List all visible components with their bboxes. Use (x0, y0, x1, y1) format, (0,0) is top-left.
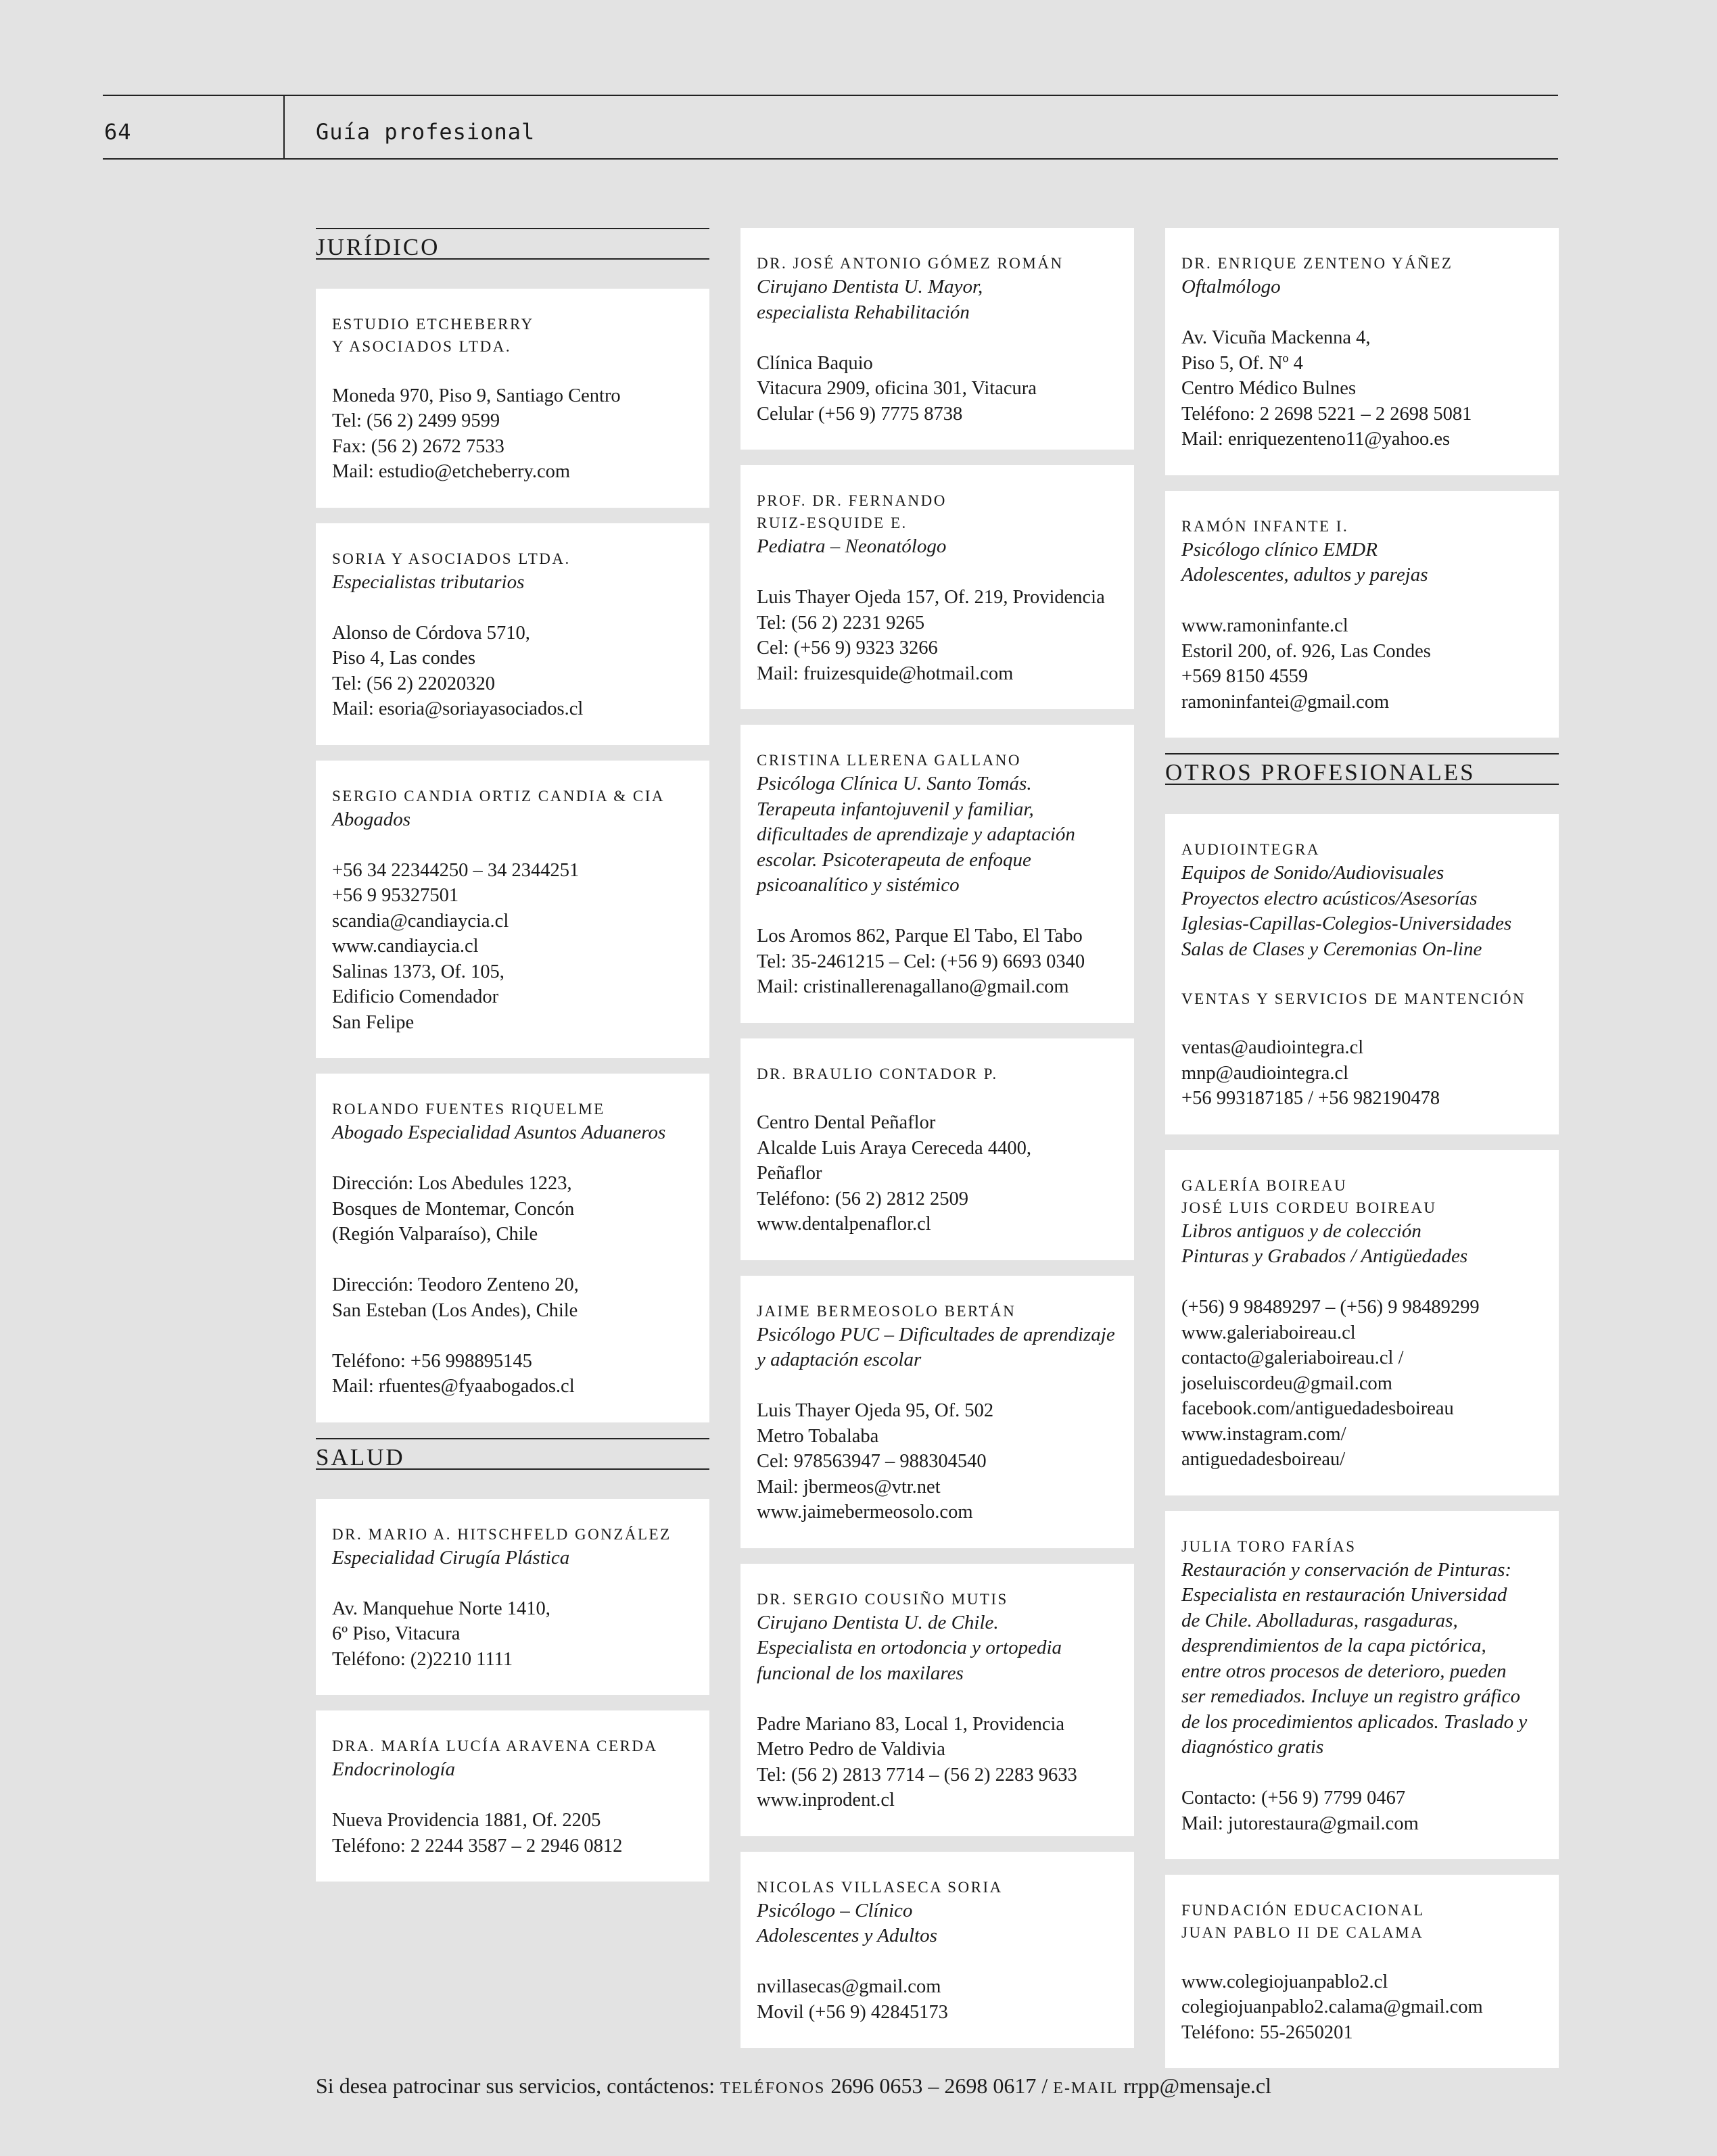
listing-specialty: Pediatra – Neonatólogo (757, 535, 947, 557)
listing-specialty: funcional de los maxilares (757, 1662, 964, 1684)
section-heading: OTROS PROFESIONALES (1165, 753, 1559, 785)
listing-name: NICOLAS VILLASECA SORIA (757, 1878, 1003, 1896)
footer-email: rrpp@mensaje.cl (1123, 2074, 1271, 2098)
listing-detail: +56 34 22344250 – 34 2344251 (332, 859, 580, 881)
listing-detail: www.colegiojuanpablo2.cl (1181, 1971, 1388, 1992)
listing-card (740, 1852, 1134, 2049)
spacer (1181, 1010, 1543, 1036)
running-head (103, 95, 1558, 160)
listing-card (316, 761, 709, 1059)
listing-detail: 6º Piso, Vitacura (332, 1623, 461, 1644)
listing-specialty: Especialista en ortodoncia y ortopedia (757, 1637, 1062, 1658)
listing-detail: +56 993187185 / +56 982190478 (1181, 1088, 1440, 1109)
listing-name: ESTUDIO ETCHEBERRY (332, 316, 534, 333)
spacer (1181, 300, 1543, 326)
column-2 (740, 228, 1134, 2063)
listing-specialty: de Chile. Abolladuras, rasgaduras, (1181, 1609, 1458, 1631)
section-heading: JURÍDICO (316, 228, 709, 260)
listing-specialty: ser remediados. Incluye un registro gráfico (1181, 1685, 1520, 1707)
listing-name: JULIA TORO FARÍAS (1181, 1537, 1357, 1555)
listing-detail: www.jaimebermeosolo.com (757, 1502, 973, 1523)
listing-specialty: de los procedimientos aplicados. Traslado y (1181, 1710, 1528, 1733)
listing-detail: Piso 4, Las condes (332, 648, 476, 669)
listing-detail: Teléfono: 2 2244 3587 – 2 2946 0812 (332, 1835, 623, 1856)
spacer (332, 1323, 693, 1349)
listing-detail: www.candiaycia.cl (332, 936, 479, 957)
listing-detail: Alcalde Luis Araya Cereceda 4400, (757, 1137, 1031, 1159)
listing-name: PROF. DR. FERNANDO (757, 492, 947, 509)
spacer (332, 832, 693, 858)
listing-card (740, 465, 1134, 709)
listing-detail: Metro Tobalaba (757, 1425, 879, 1447)
listing-detail: facebook.com/antiguedadesboireau (1181, 1398, 1454, 1419)
listing-specialty: Proyectos electro acústicos/Asesorías (1181, 887, 1478, 909)
listing-specialty: Adolescentes y Adultos (757, 1925, 937, 1946)
listing-detail: Luis Thayer Ojeda 157, Of. 219, Providencia (757, 587, 1105, 608)
listing-detail: Estoril 200, of. 926, Las Condes (1181, 640, 1431, 662)
listing-detail: ramoninfantei@gmail.com (1181, 691, 1390, 713)
listing-detail: www.dentalpenaflor.cl (757, 1214, 931, 1235)
spacer (757, 1686, 1118, 1712)
listing-detail: Clínica Baquio (757, 352, 873, 374)
page-number: 64 (104, 119, 132, 145)
listing-detail: San Esteban (Los Andes), Chile (332, 1299, 578, 1321)
listing-specialty: psicoanalítico y sistémico (757, 874, 960, 896)
listing-specialty: desprendimientos de la capa pictórica, (1181, 1635, 1486, 1656)
listing-detail: Mail: estudio@etcheberry.com (332, 461, 571, 482)
listing-specialty: Psicólogo – Clínico (757, 1899, 913, 1921)
listing-detail: Tel: (56 2) 22020320 (332, 673, 496, 694)
listing-specialty: entre otros procesos de deterioro, pueden (1181, 1660, 1507, 1682)
listing-card (1165, 1511, 1559, 1860)
listing-specialty: escolar. Psicoterapeuta de enfoque (757, 848, 1031, 871)
listing-card (316, 523, 709, 745)
listing-specialty: Iglesias-Capillas-Colegios-Universidades (1181, 913, 1512, 934)
footer-phones: 2696 0653 – 2698 0617 / (830, 2074, 1048, 2098)
listing-name: CRISTINA LLERENA GALLANO (757, 752, 1021, 769)
spacer (332, 1146, 693, 1172)
listing-specialty: Psicóloga Clínica U. Santo Tomás. (757, 773, 1032, 794)
listing-specialty: Pinturas y Grabados / Antigüedades (1181, 1245, 1468, 1267)
listing-card (740, 1038, 1134, 1260)
listing-detail: Edificio Comendador (332, 986, 499, 1007)
listing-name: SORIA Y ASOCIADOS LTDA. (332, 550, 571, 567)
spacer (757, 560, 1118, 585)
footer-lead: Si desea patrocinar sus servicios, contáctenos: (316, 2074, 715, 2098)
listing-card (1165, 228, 1559, 475)
spacer (1181, 1944, 1543, 1969)
listing-detail: +569 8150 4559 (1181, 666, 1309, 687)
listing-name: Y ASOCIADOS LTDA. (332, 338, 512, 355)
listing-specialty: Cirujano Dentista U. de Chile. (757, 1611, 999, 1633)
spacer (1181, 1270, 1543, 1295)
listing-name: RUIZ-ESQUIDE E. (757, 514, 908, 531)
spacer (332, 1571, 693, 1596)
listing-name: DR. ENRIQUE ZENTENO YÁÑEZ (1181, 255, 1453, 272)
listing-detail: Padre Mariano 83, Local 1, Providencia (757, 1713, 1065, 1735)
listing-name: ROLANDO FUENTES RIQUELME (332, 1101, 605, 1118)
listing-card (316, 1074, 709, 1422)
running-head-title: Guía profesional (316, 119, 536, 145)
listing-card (316, 1499, 709, 1696)
listing-name: AUDIOINTEGRA (1181, 841, 1321, 858)
listing-card (1165, 491, 1559, 738)
listing-card (316, 289, 709, 508)
listing-name: FUNDACIÓN EDUCACIONAL (1181, 1902, 1425, 1919)
listing-detail: Dirección: Los Abedules 1223, (332, 1173, 572, 1194)
listing-detail: Contacto: (+56 9) 7799 0467 (1181, 1788, 1406, 1808)
listing-detail: contacto@galeriaboireau.cl / (1181, 1347, 1404, 1368)
listing-specialty: diagnóstico gratis (1181, 1736, 1324, 1758)
listing-specialty: Especialista en restauración Universidad (1181, 1584, 1507, 1606)
section-heading: SALUD (316, 1438, 709, 1470)
listing-card (740, 1276, 1134, 1548)
listing-card (316, 1710, 709, 1882)
listing-specialty: Especialistas tributarios (332, 571, 525, 593)
listing-detail: Salinas 1373, Of. 105, (332, 961, 504, 982)
listing-detail: Celular (+56 9) 7775 8738 (757, 403, 963, 425)
listing-specialty: Endocrinología (332, 1758, 456, 1780)
listing-detail: Mail: cristinallerenagallano@gmail.com (757, 976, 1069, 997)
listing-detail: Nueva Providencia 1881, Of. 2205 (332, 1810, 601, 1831)
listing-specialty: Abogados (332, 808, 410, 830)
listing-detail: Mail: jbermeos@vtr.net (757, 1476, 941, 1498)
listing-detail: (+56) 9 98489297 – (+56) 9 98489299 (1181, 1297, 1480, 1318)
listing-detail: Fax: (56 2) 2672 7533 (332, 435, 504, 457)
listing-specialty: Salas de Clases y Ceremonias On-line (1181, 938, 1482, 960)
listing-specialty: especialista Rehabilitación (757, 301, 970, 323)
listing-name: RAMÓN INFANTE I. (1181, 517, 1349, 535)
listing-specialty: Oftalmólogo (1181, 276, 1281, 297)
listing-detail: Alonso de Córdova 5710, (332, 622, 530, 644)
listing-detail: Mail: jutorestaura@gmail.com (1181, 1813, 1419, 1834)
listing-detail: Los Aromos 862, Parque El Tabo, El Tabo (757, 926, 1083, 947)
spacer (1181, 962, 1543, 988)
listing-name: DR. BRAULIO CONTADOR P. (757, 1065, 998, 1082)
listing-specialty: Abogado Especialidad Asuntos Aduaneros (332, 1122, 666, 1143)
listing-detail: Centro Dental Peñaflor (757, 1112, 936, 1133)
listing-specialty: Cirujano Dentista U. Mayor, (757, 276, 983, 297)
listing-detail: colegiojuanpablo2.calama@gmail.com (1181, 1996, 1483, 2017)
listing-detail: Teléfono: 2 2698 5221 – 2 2698 5081 (1181, 403, 1472, 425)
listing-name: GALERÍA BOIREAU (1181, 1176, 1348, 1194)
listing-detail: Cel: (+56 9) 9323 3266 (757, 638, 938, 658)
listing-specialty: Terapeuta infantojuvenil y familiar, (757, 798, 1034, 820)
listing-detail: Peñaflor (757, 1163, 822, 1184)
spacer (757, 1085, 1118, 1111)
listing-name: JAIME BERMEOSOLO BERTÁN (757, 1302, 1016, 1320)
listing-detail: Av. Vicuña Mackenna 4, (1181, 327, 1371, 348)
listing-name: DRA. MARÍA LUCÍA ARAVENA CERDA (332, 1738, 658, 1754)
listing-detail: Mail: rfuentes@fyaabogados.cl (332, 1376, 575, 1397)
listing-name: DR. JOSÉ ANTONIO GÓMEZ ROMÁN (757, 255, 1064, 272)
column-3 (1165, 228, 1559, 2084)
listing-detail: www.galeriaboireau.cl (1181, 1322, 1356, 1343)
listing-detail: mnp@audiointegra.cl (1181, 1062, 1349, 1084)
spacer (757, 899, 1118, 924)
listing-specialty: Adolescentes, adultos y parejas (1181, 564, 1428, 585)
listing-detail: Mail: fruizesquide@hotmail.com (757, 663, 1014, 684)
listing-detail: (Región Valparaíso), Chile (332, 1224, 538, 1245)
listing-card (740, 725, 1134, 1023)
spacer (332, 1247, 693, 1273)
listing-detail: Mail: esoria@soriayasociados.cl (332, 698, 584, 719)
listing-detail: Tel: (56 2) 2499 9599 (332, 410, 500, 431)
listing-detail: Cel: 978563947 – 988304540 (757, 1451, 987, 1472)
sponsorship-footer (316, 2074, 1271, 2099)
listing-name: JUAN PABLO II DE CALAMA (1181, 1924, 1424, 1941)
listing-detail: Vitacura 2909, oficina 301, Vitacura (757, 378, 1037, 399)
spacer (332, 358, 693, 383)
listing-specialty: Equipos de Sonido/Audiovisuales (1181, 862, 1444, 884)
listing-detail: ventas@audiointegra.cl (1181, 1037, 1364, 1058)
listing-detail: Tel: (56 2) 2231 9265 (757, 612, 925, 633)
listing-detail: Dirección: Teodoro Zenteno 20, (332, 1274, 579, 1295)
footer-email-label: E-MAIL (1053, 2080, 1119, 2097)
listing-specialty: Libros antiguos y de colección (1181, 1220, 1421, 1242)
spacer (332, 595, 693, 621)
listing-detail: Piso 5, Of. Nº 4 (1181, 352, 1303, 374)
listing-detail: Teléfono: (2)2210 1111 (332, 1648, 513, 1670)
listing-name: DR. SERGIO COUSIÑO MUTIS (757, 1590, 1008, 1608)
listing-detail: joseluiscordeu@gmail.com (1181, 1372, 1392, 1394)
listing-detail: nvillasecas@gmail.com (757, 1976, 941, 1997)
listing-detail: www.ramoninfante.cl (1181, 615, 1348, 636)
listing-card (1165, 1150, 1559, 1495)
footer-phones-label: TELÉFONOS (720, 2080, 826, 2097)
listing-detail: Luis Thayer Ojeda 95, Of. 502 (757, 1400, 994, 1421)
listing-card (1165, 1875, 1559, 2068)
listing-specialty: dificultades de aprendizaje y adaptación (757, 823, 1075, 845)
listing-name: SERGIO CANDIA ORTIZ CANDIA & CIA (332, 787, 665, 805)
spacer (757, 1949, 1118, 1975)
listing-card (740, 1564, 1134, 1836)
listing-specialty: y adaptación escolar (757, 1349, 922, 1370)
listing-specialty: Especialidad Cirugía Plástica (332, 1546, 570, 1568)
spacer (332, 1783, 693, 1808)
listing-detail: scandia@candiaycia.cl (332, 910, 509, 932)
listing-detail: Moneda 970, Piso 9, Santiago Centro (332, 385, 621, 406)
listing-specialty: Psicólogo clínico EMDR (1181, 538, 1378, 560)
listing-name: JOSÉ LUIS CORDEU BOIREAU (1181, 1199, 1437, 1216)
listing-detail: Bosques de Montemar, Concón (332, 1198, 575, 1220)
listing-card (1165, 814, 1559, 1134)
listing-detail: www.instagram.com/ (1181, 1423, 1346, 1445)
header-divider (283, 96, 285, 158)
listing-detail: www.inprodent.cl (757, 1790, 895, 1811)
listing-detail: San Felipe (332, 1011, 415, 1033)
listing-detail: Teléfono: (56 2) 2812 2509 (757, 1188, 969, 1209)
listing-name: DR. MARIO A. HITSCHFELD GONZÁLEZ (332, 1525, 672, 1543)
listing-detail: Teléfono: 55-2650201 (1181, 2021, 1353, 2043)
listing-specialty: Restauración y conservación de Pinturas: (1181, 1558, 1512, 1581)
spacer (757, 1373, 1118, 1399)
listing-detail: Teléfono: +56 998895145 (332, 1350, 532, 1372)
listing-detail: +56 9 95327501 (332, 885, 459, 906)
spacer (757, 325, 1118, 351)
listing-detail: Tel: 35-2461215 – Cel: (+56 9) 6693 0340 (757, 951, 1085, 972)
listing-detail: Metro Pedro de Valdivia (757, 1739, 945, 1760)
spacer (1181, 1760, 1543, 1786)
column-1 (316, 228, 709, 1897)
listing-specialty: Psicólogo PUC – Dificultades de aprendizaje (757, 1323, 1115, 1345)
listing-detail: Mail: enriquezenteno11@yahoo.es (1181, 429, 1451, 450)
listing-card (740, 228, 1134, 450)
listing-name: VENTAS Y SERVICIOS DE MANTENCIÓN (1181, 990, 1526, 1007)
listing-detail: Movil (+56 9) 42845173 (757, 2001, 948, 2023)
listing-detail: Tel: (56 2) 2813 7714 – (56 2) 2283 9633 (757, 1764, 1077, 1786)
spacer (1181, 588, 1543, 614)
listing-detail: Centro Médico Bulnes (1181, 378, 1357, 399)
listing-detail: Av. Manquehue Norte 1410, (332, 1598, 550, 1619)
listing-detail: antiguedadesboireau/ (1181, 1449, 1346, 1470)
